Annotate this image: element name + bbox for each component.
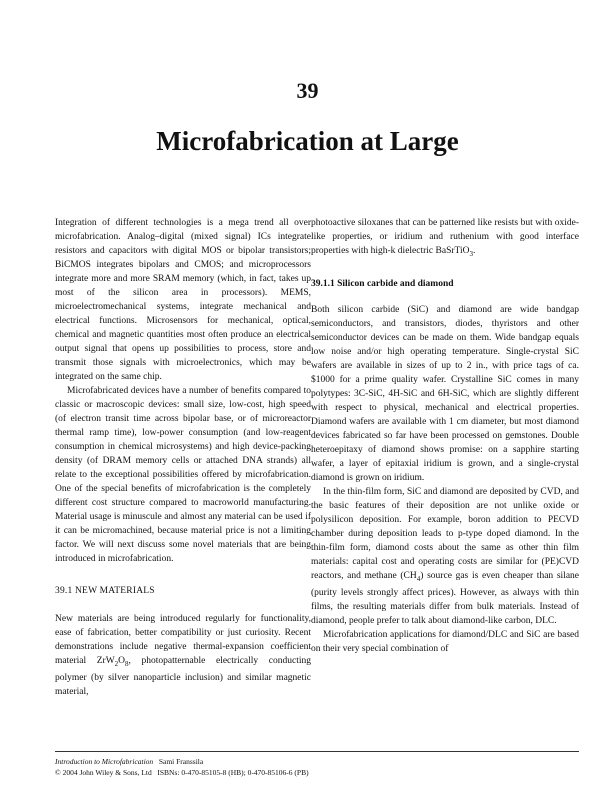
sic-diamond-paragraph-2: In the thin-film form, SiC and diamond are deposited by CVD, and the basic features of their deposition are not unlike oxide or polysilicon deposition. For example, boron addition to PECVD chamber during deposition leads to p-type doped diamond. In the thin-film form, diamond costs about the same as other thin film materials: capital cost and operating costs are similar for (PE)CVD reactors, and methane $(CH_4)$ source gas is even cheaper than silane (purity levels strongly affect prices). However, as always with thin films, the resulting materials differ from bulk materials. Instead of diamond, people prefer to talk about diamond-like carbon, DLC. (311, 486, 580, 626)
page-footer (55, 756, 579, 778)
isbn: ISBNs: 0-470-85105-8 (HB); 0-470-85106-6 (PB) (157, 768, 309, 777)
footer-book-line (55, 756, 579, 767)
book-title: Introduction to Microfabrication (55, 757, 154, 766)
sic-diamond-paragraph-3: Microfabrication applications for diamond/DLC and SiC are based on their very special combination of (311, 629, 579, 654)
chapter-number: 39 (296, 78, 319, 103)
right-column (311, 216, 579, 656)
copyright: © 2004 John Wiley & Sons, Ltd (55, 768, 152, 777)
subsection-heading-sic-diamond: 39.1.1 Silicon carbide and diamond (311, 278, 454, 289)
materials-continued-paragraph: photoactive siloxanes that can be patterned like resists but with oxide-like properties, or iridium and ruthenium with good interface properties with high-k dielectric BaSrTiO$_3$. (311, 218, 579, 258)
intro-paragraph-2: Microfabricated devices have a number of benefits compared to classic or macroscopic devices: small size, low-cost, high speed (of electron transit time across bipolar base, or of microreactor thermal ramp time), low-power consumption (and low-reagent consumption in chemical microsystems) and high device-packing density (of DRAM memory cells or attached DNA strands) all relate to the exceptional possibilities offered by microfabrication. One of the special benefits of microfabrication is the completely different cost structure compared to macroworld manufacturing. Material usage is minuscule and almost any material can be used if it can be micromachined, because material price is not a limiting factor. We will next discuss some novel materials that are being introduced in microfabrication. (55, 386, 311, 564)
footer-copyright-line (55, 767, 579, 778)
chapter-title: Microfabrication at Large (156, 126, 459, 156)
sic-diamond-paragraph-1: Both silicon carbide (SiC) and diamond are wide bandgap semiconductors, and transistors, diodes, thyristors and other semiconductor devices can be made on them. Wide bandgap equals low noise and/or high operating temperature. Single-crystal SiC wafers are available in sizes of up to 2 in., with price tags of ca. $1000 for a prime quality wafer. Crystalline SiC comes in many polytypes: 3C-SiC, 4H-SiC and 6H-SiC, which are slightly different with respect to physical, mechanical and electrical properties. Diamond wafers are available with 1 cm diameter, but most diamond devices fabricated so far have been processed on gemstones. Double heteroepitaxy of diamond shows promise: on a sapphire starting wafer, a layer of epitaxial iridium is grown, and a single-crystal diamond is grown on iridium. (311, 304, 579, 483)
section-heading-new-materials: 39.1 NEW MATERIALS (55, 586, 155, 596)
new-materials-paragraph: New materials are being introduced regularly for functionality, ease of fabrication, better compatibility or just curiosity. Recent demonstrations include negative thermal-expansion coefficient material $ZrW_2O_8$, photopatternable electrically conducting polymer (by silver nanoparticle inclusion) and similar magnetic material, (55, 614, 311, 697)
footer-divider (55, 751, 579, 752)
left-column (55, 216, 311, 699)
intro-paragraph-1: Integration of different technologies is a mega trend all over microfabrication. Analog–digital (mixed signal) ICs integrate resistors and capacitors with digital MOS or bipolar transistors; BiCMOS integrates bipolars and CMOS; and microprocessors integrate more and more SRAM memory (which, in fact, takes up most of the silicon area in processors). MEMS, microelectromechanical systems, integrate mechanical and electrical functions. Microsensors for mechanical, optical, chemical and magnetic quantities most often produce an electrical output signal that opens up possibilities to process, store and transmit those signals with microelectronics, which may be integrated on the same chip. (55, 218, 311, 382)
book-author: Sami Franssila (158, 757, 204, 766)
